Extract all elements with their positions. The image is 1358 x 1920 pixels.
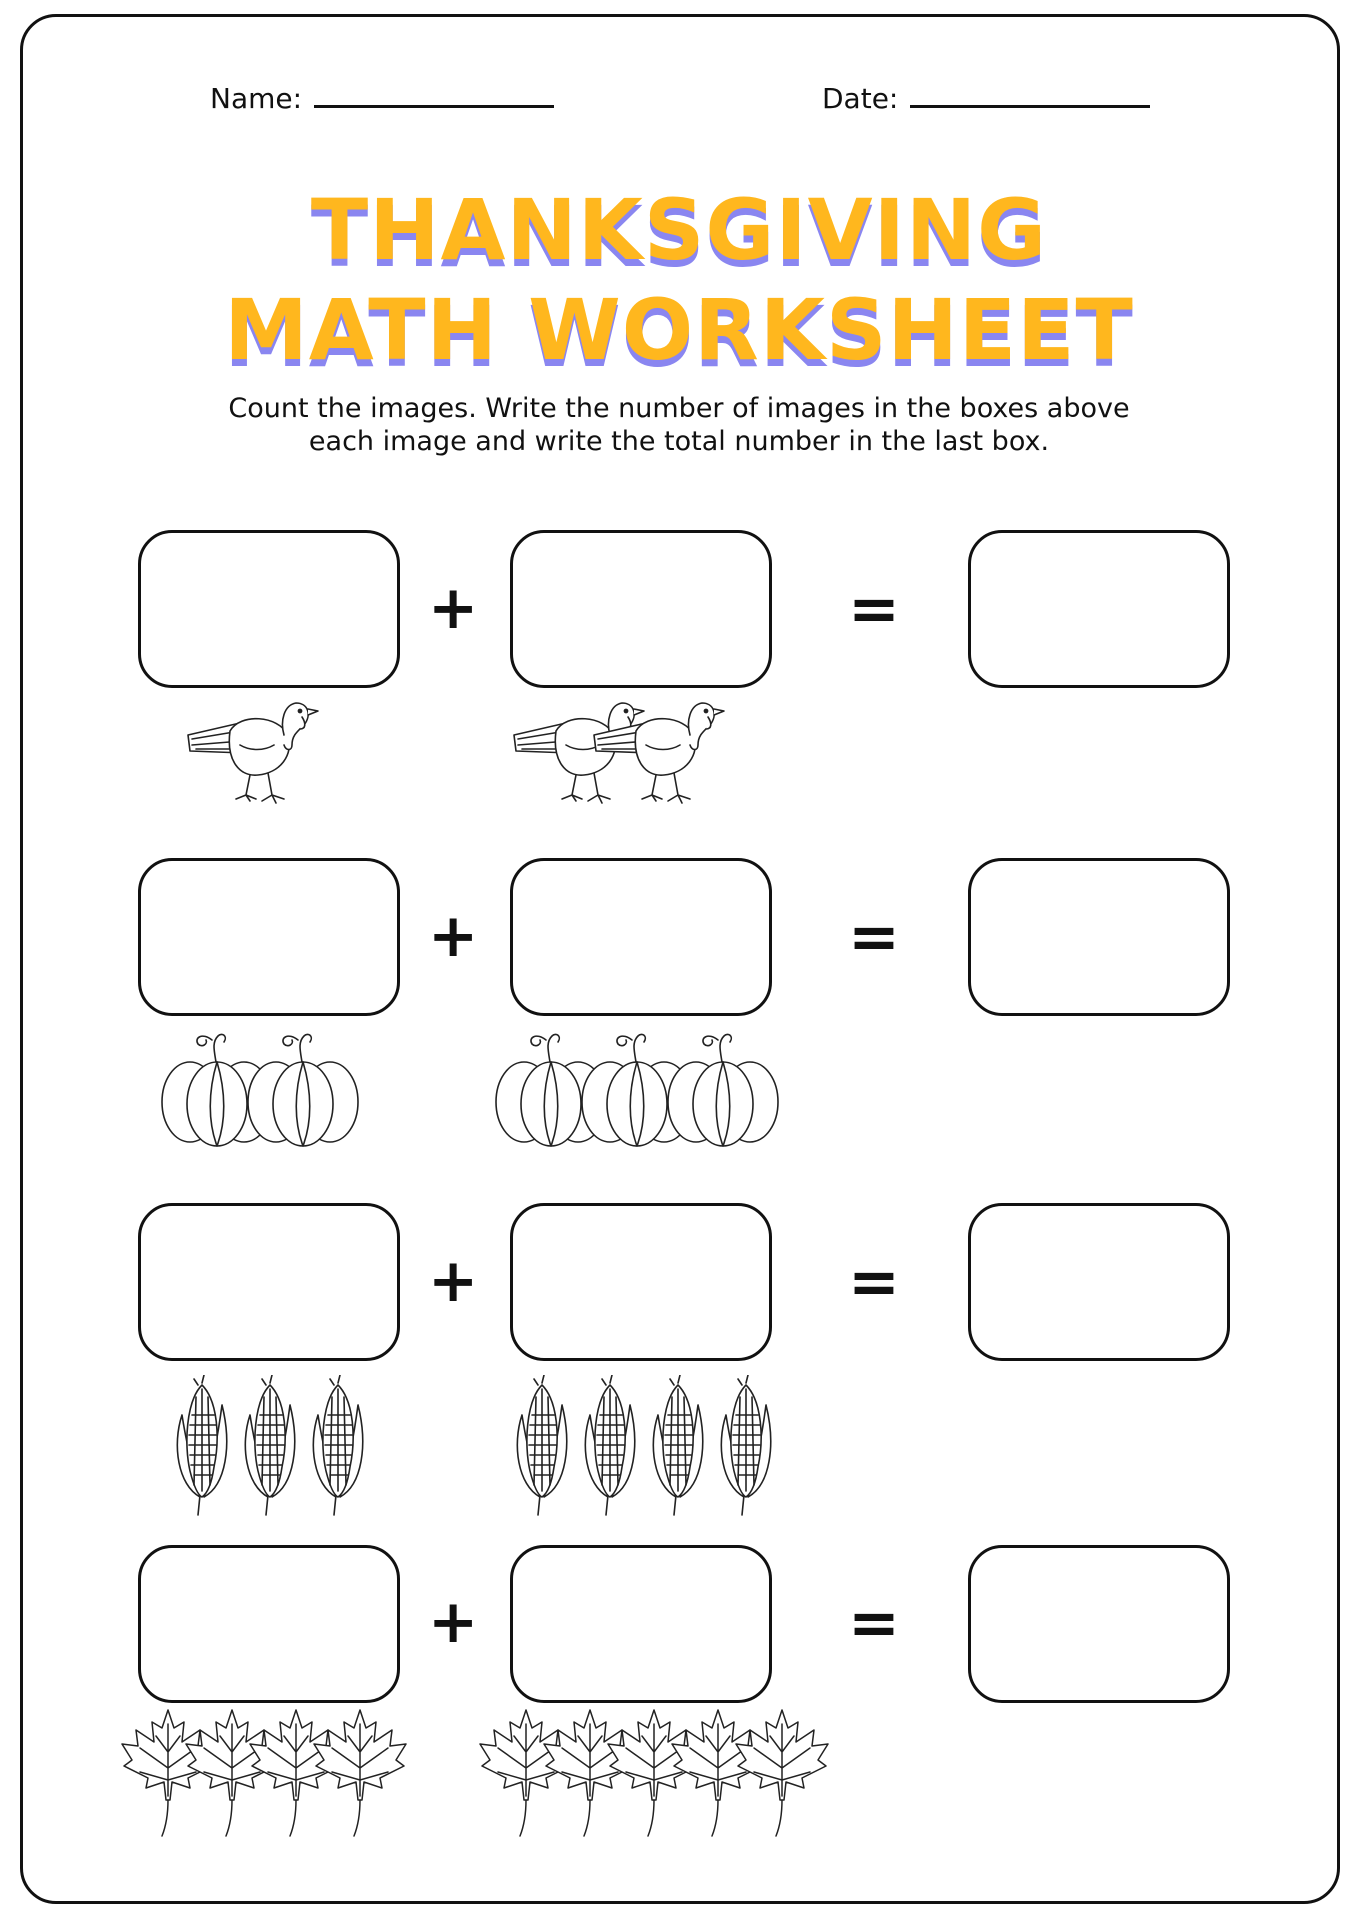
maple-leaf-icon [122,1710,214,1836]
worksheet-title-line1: THANKSGIVING [310,181,1048,279]
total-box-3[interactable] [968,1203,1230,1361]
image-group-right-1 [506,695,736,815]
corn-group-left-svg [168,1375,374,1525]
maple-leaf-icon [672,1710,764,1836]
answer-box-right-4[interactable] [510,1545,772,1703]
pumpkin-icon [668,1034,778,1146]
worksheet-title-line2: MATH WORKSHEET [224,281,1134,379]
answer-box-left-3[interactable] [138,1203,400,1361]
answer-box-right-1[interactable] [510,530,772,688]
image-group-left-2 [158,1022,362,1152]
equals-sign: = [848,1586,900,1659]
image-group-right-4 [478,1708,830,1838]
name-line[interactable] [314,78,554,108]
date-field [822,78,1150,115]
total-box-2[interactable] [968,858,1230,1016]
plus-sign: + [428,1587,479,1657]
image-group-left-1 [180,695,330,815]
date-label: Date: [822,82,899,115]
turkey-group-right-svg [506,695,736,815]
maple-leaf-icon [480,1710,572,1836]
answer-box-left-2[interactable] [138,858,400,1016]
date-line[interactable] [910,78,1150,108]
equals-sign: = [848,572,900,645]
answer-box-right-2[interactable] [510,858,772,1016]
answer-box-left-1[interactable] [138,530,400,688]
corn-group-right-svg [508,1375,782,1525]
maple-leaf-icon [544,1710,636,1836]
pumpkin-icon [248,1034,358,1146]
plus-sign: + [428,901,479,971]
corn-icon [313,1375,362,1515]
pumpkin-group-left-svg [158,1022,362,1152]
corn-icon [177,1375,226,1515]
equals-sign: = [848,1245,900,1318]
total-box-1[interactable] [968,530,1230,688]
equals-sign: = [848,900,900,973]
answer-box-right-3[interactable] [510,1203,772,1361]
turkey-icon [514,703,644,803]
name-field [210,78,554,115]
maple-leaf-group-left-svg [120,1708,408,1838]
corn-icon [245,1375,294,1515]
name-label: Name: [210,82,303,115]
turkey-group-left-svg [180,695,330,815]
total-box-4[interactable] [968,1545,1230,1703]
corn-icon [517,1375,566,1515]
corn-icon [653,1375,702,1515]
maple-leaf-icon [250,1710,342,1836]
plus-sign: + [428,573,479,643]
instructions [0,392,1358,458]
image-group-left-4 [120,1708,408,1838]
image-group-right-2 [492,1022,782,1152]
image-group-left-3 [168,1375,374,1525]
plus-sign: + [428,1246,479,1316]
maple-leaf-icon [186,1710,278,1836]
maple-leaf-icon [314,1710,406,1836]
corn-icon [721,1375,770,1515]
turkey-icon [188,703,318,803]
image-group-right-3 [508,1375,782,1525]
maple-leaf-icon [608,1710,700,1836]
instructions-line2: each image and write the total number in the last box. [308,426,1050,457]
maple-leaf-group-right-svg [478,1708,830,1838]
instructions-line1: Count the images. Write the number of images in the boxes above [228,393,1130,424]
maple-leaf-icon [736,1710,828,1836]
pumpkin-group-right-svg [492,1022,782,1152]
corn-icon [585,1375,634,1515]
answer-box-left-4[interactable] [138,1545,400,1703]
